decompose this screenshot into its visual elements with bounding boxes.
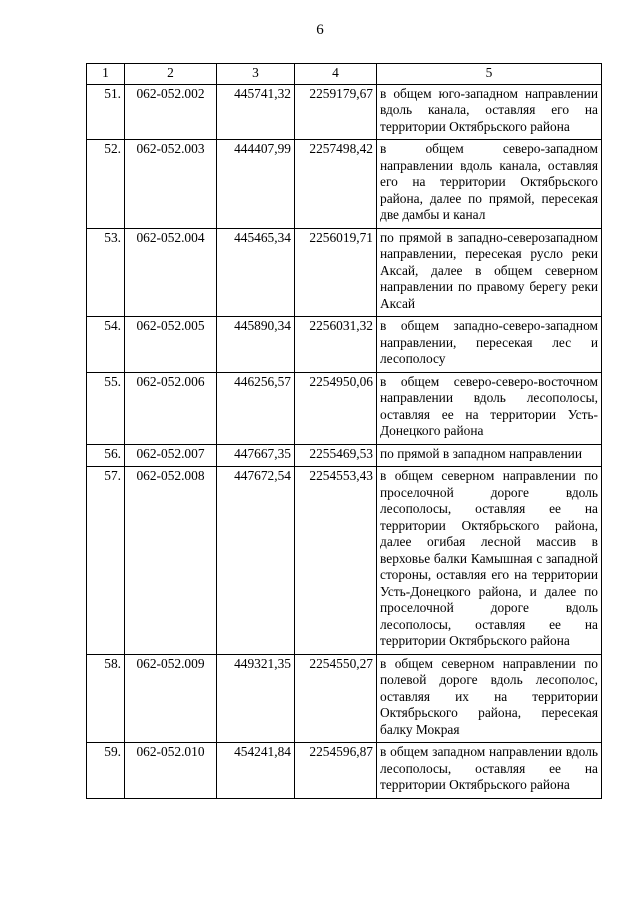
boundary-table xyxy=(86,63,602,799)
table-row xyxy=(87,84,602,140)
header-col-5: 5 xyxy=(377,64,602,85)
table-body xyxy=(87,84,602,798)
row-number: 58. xyxy=(87,654,125,743)
header-col-1: 1 xyxy=(87,64,125,85)
coord-y: 2254950,06 xyxy=(295,372,377,444)
table-row xyxy=(87,317,602,373)
header-col-3: 3 xyxy=(217,64,295,85)
boundary-description: в общем северо-северо-восточном направлении вдоль лесополосы, оставляя ее на территории Усть-Донецкого района xyxy=(377,372,602,444)
table-row xyxy=(87,140,602,229)
coord-x: 445465,34 xyxy=(217,228,295,317)
row-number: 59. xyxy=(87,743,125,799)
coord-x: 447672,54 xyxy=(217,467,295,655)
coord-y: 2259179,67 xyxy=(295,84,377,140)
row-number: 57. xyxy=(87,467,125,655)
coord-y: 2254596,87 xyxy=(295,743,377,799)
point-code: 062-052.003 xyxy=(125,140,217,229)
point-code: 062-052.002 xyxy=(125,84,217,140)
row-number: 56. xyxy=(87,444,125,467)
header-col-4: 4 xyxy=(295,64,377,85)
table-row xyxy=(87,444,602,467)
boundary-description: в общем юго-западном направлении вдоль канала, оставляя его на территории Октябрьского района xyxy=(377,84,602,140)
coord-y: 2254550,27 xyxy=(295,654,377,743)
table-row xyxy=(87,743,602,799)
row-number: 52. xyxy=(87,140,125,229)
coord-x: 445890,34 xyxy=(217,317,295,373)
point-code: 062-052.005 xyxy=(125,317,217,373)
boundary-description: в общем северном направлении по полевой дороге вдоль лесополос, оставляя их на территории Октябрьского района, пересекая балку Мокрая xyxy=(377,654,602,743)
coord-y: 2255469,53 xyxy=(295,444,377,467)
row-number: 51. xyxy=(87,84,125,140)
coord-x: 446256,57 xyxy=(217,372,295,444)
coord-y: 2254553,43 xyxy=(295,467,377,655)
boundary-description: в общем северо-западном направлении вдоль канала, оставляя его на территории Октябрьского района, далее по прямой, пересекая две дамбы и канал xyxy=(377,140,602,229)
coord-y: 2256031,32 xyxy=(295,317,377,373)
boundary-description: в общем северном направлении по проселочной дороге вдоль лесополосы, оставляя ее на территории Октябрьского района, далее огибая лесной массив в верховье балки Камышная с западной стороны, оставляя его на территории Усть-Донецкого района, и далее по проселочной дороге вдоль лесополосы, оставляя ее на территории Октябрьского района xyxy=(377,467,602,655)
row-number: 54. xyxy=(87,317,125,373)
table-row xyxy=(87,228,602,317)
point-code: 062-052.010 xyxy=(125,743,217,799)
boundary-description: в общем западно-северо-западном направлении, пересекая лес и лесополосу xyxy=(377,317,602,373)
coord-x: 447667,35 xyxy=(217,444,295,467)
boundary-description: в общем западном направлении вдоль лесополосы, оставляя ее на территории Октябрьского района xyxy=(377,743,602,799)
coord-y: 2256019,71 xyxy=(295,228,377,317)
table-row xyxy=(87,654,602,743)
point-code: 062-052.006 xyxy=(125,372,217,444)
coord-x: 449321,35 xyxy=(217,654,295,743)
row-number: 55. xyxy=(87,372,125,444)
boundary-description: по прямой в западно-северозападном направлении, пересекая русло реки Аксай, далее в общем северном направлении по правому берегу реки Аксай xyxy=(377,228,602,317)
header-row xyxy=(87,64,602,85)
point-code: 062-052.009 xyxy=(125,654,217,743)
table-row xyxy=(87,467,602,655)
coord-y: 2257498,42 xyxy=(295,140,377,229)
row-number: 53. xyxy=(87,228,125,317)
header-col-2: 2 xyxy=(125,64,217,85)
coord-x: 444407,99 xyxy=(217,140,295,229)
table-header xyxy=(87,64,602,85)
page-number: 6 xyxy=(316,22,324,38)
point-code: 062-052.008 xyxy=(125,467,217,655)
boundary-description: по прямой в западном направлении xyxy=(377,444,602,467)
point-code: 062-052.007 xyxy=(125,444,217,467)
coord-x: 445741,32 xyxy=(217,84,295,140)
table-row xyxy=(87,372,602,444)
point-code: 062-052.004 xyxy=(125,228,217,317)
coord-x: 454241,84 xyxy=(217,743,295,799)
